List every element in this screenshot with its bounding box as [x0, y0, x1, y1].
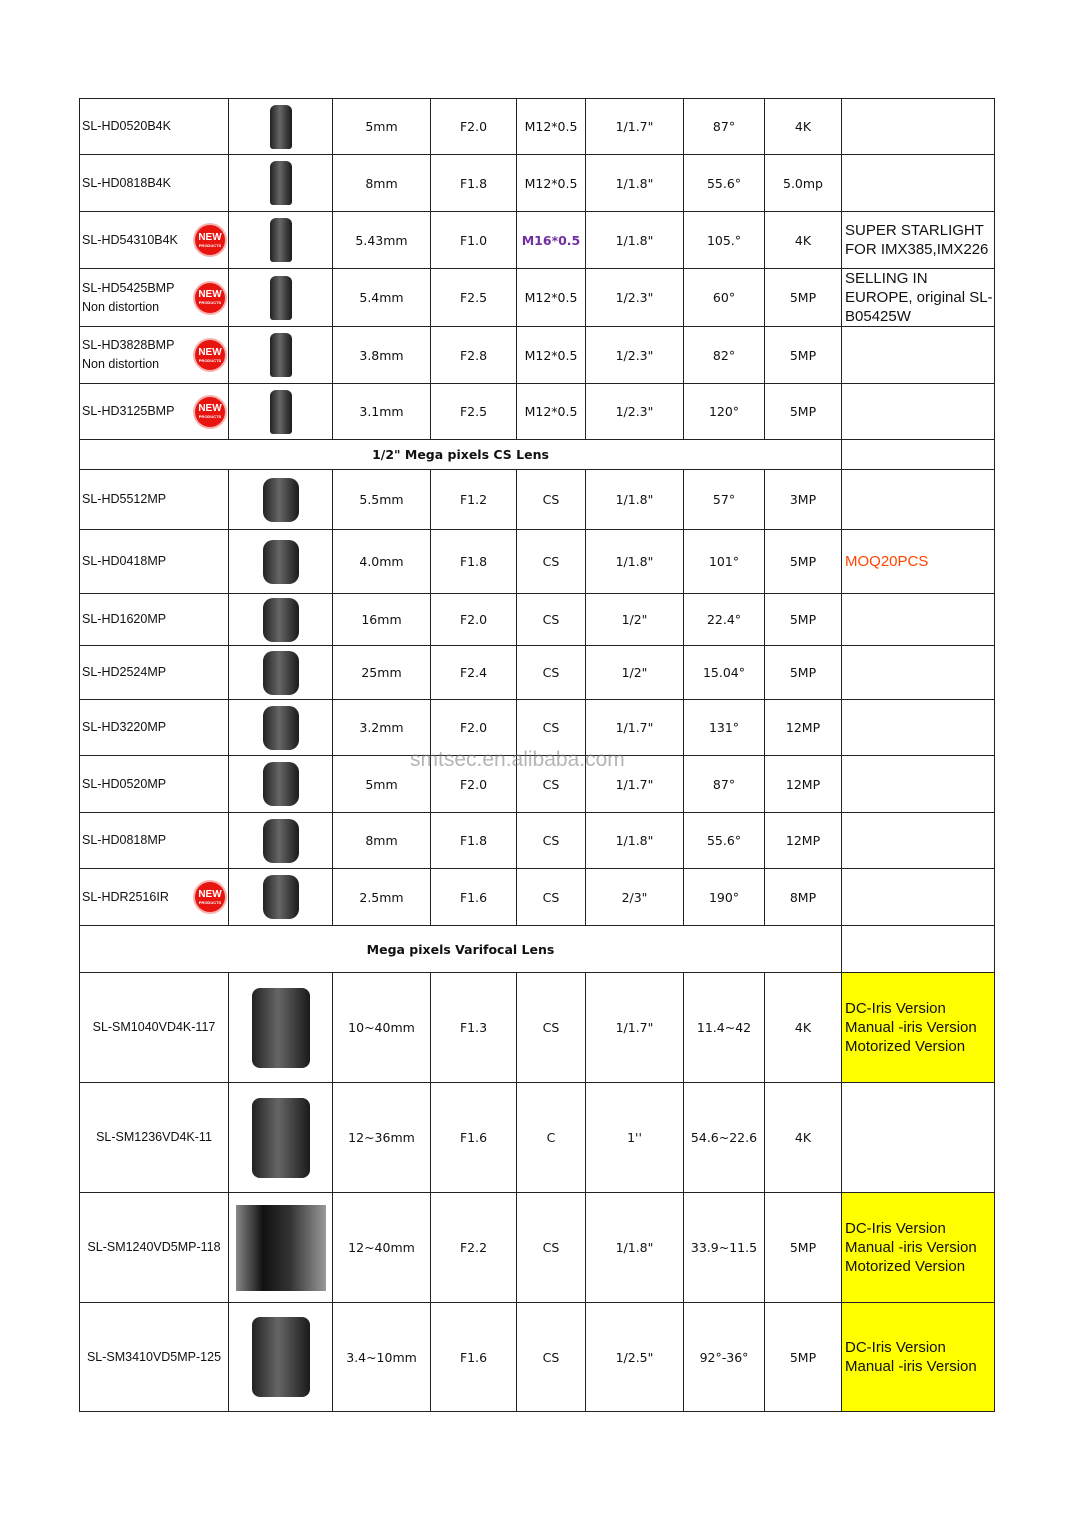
table-row — [80, 155, 995, 212]
aperture-cell: F2.5 — [431, 269, 517, 327]
lens-m12-icon — [270, 161, 292, 205]
image-cell — [229, 384, 333, 440]
new-badge-icon: NEW PRODUCTS — [195, 340, 225, 370]
view-angle-cell: 11.4~42 — [684, 973, 765, 1083]
lens-cs-icon — [263, 875, 299, 919]
model-subtitle: Non distortion — [82, 357, 160, 371]
focal-length-cell: 25mm — [333, 646, 431, 700]
mount-cell: CS — [517, 700, 586, 756]
model-name: SL-HD5512MP — [82, 492, 167, 506]
model-name: SL-HD0418MP — [82, 554, 167, 568]
sensor-size-cell: 1/1.8" — [586, 155, 684, 212]
view-angle-cell: 60° — [684, 269, 765, 327]
table-row — [80, 973, 995, 1083]
lens-cs-icon — [263, 706, 299, 750]
note-cell — [842, 99, 995, 155]
model-cell — [80, 869, 229, 926]
aperture-cell: F1.8 — [431, 530, 517, 594]
section-title: Mega pixels Varifocal Lens — [80, 926, 842, 973]
badge-text: NEW — [198, 346, 222, 358]
mount-cell: CS — [517, 973, 586, 1083]
lens-cs-icon — [263, 540, 299, 584]
sensor-size-cell: 1/1.7" — [586, 700, 684, 756]
resolution-cell: 12MP — [765, 756, 842, 813]
resolution-cell: 4K — [765, 973, 842, 1083]
note-cell: MOQ20PCS — [842, 530, 995, 594]
note-cell: DC-Iris Version Manual -iris Version Motorized Version — [842, 1193, 995, 1303]
mount-cell: CS — [517, 756, 586, 813]
badge-text: NEW — [198, 888, 222, 900]
model-name: SL-HD2524MP — [82, 665, 167, 679]
table-row — [80, 530, 995, 594]
model-cell — [80, 155, 229, 212]
table-row — [80, 700, 995, 756]
model-name: SL-HD3220MP — [82, 720, 167, 734]
model-name: SL-HD3125BMP — [82, 404, 175, 418]
lens-photo-icon — [236, 1205, 326, 1291]
aperture-cell: F2.0 — [431, 594, 517, 646]
sensor-size-cell: 1/1.7" — [586, 973, 684, 1083]
new-badge-icon: NEW PRODUCTS — [195, 882, 225, 912]
image-cell — [229, 530, 333, 594]
focal-length-cell: 8mm — [333, 813, 431, 869]
model-subtitle: Non distortion — [82, 299, 160, 314]
lens-cs-icon — [263, 762, 299, 806]
table-row — [80, 1083, 995, 1193]
aperture-cell: F1.2 — [431, 470, 517, 530]
view-angle-cell: 22.4° — [684, 594, 765, 646]
sensor-size-cell: 1/2.3" — [586, 269, 684, 327]
focal-length-cell: 10~40mm — [333, 973, 431, 1083]
resolution-cell: 5MP — [765, 530, 842, 594]
focal-length-cell: 16mm — [333, 594, 431, 646]
sensor-size-cell: 2/3" — [586, 869, 684, 926]
mount-cell: M12*0.5 — [517, 99, 586, 155]
model-cell — [80, 646, 229, 700]
model-name: SL-HD0520MP — [82, 776, 167, 791]
table-row — [80, 327, 995, 384]
table-row — [80, 1303, 995, 1412]
table-row — [80, 470, 995, 530]
note-cell — [842, 155, 995, 212]
aperture-cell: F1.8 — [431, 155, 517, 212]
model-cell — [80, 1303, 229, 1412]
lens-m12-icon — [270, 333, 292, 377]
aperture-cell: F2.0 — [431, 99, 517, 155]
image-cell — [229, 869, 333, 926]
lens-varifocal-icon — [252, 1317, 310, 1397]
lens-m12-icon — [270, 218, 292, 262]
resolution-cell: 5.0mp — [765, 155, 842, 212]
model-cell — [80, 973, 229, 1083]
view-angle-cell: 87° — [684, 99, 765, 155]
aperture-cell: F1.3 — [431, 973, 517, 1083]
aperture-cell: F1.8 — [431, 813, 517, 869]
model-cell — [80, 99, 229, 155]
mount-cell: CS — [517, 813, 586, 869]
focal-length-cell: 5mm — [333, 99, 431, 155]
lens-cs-icon — [263, 598, 299, 642]
lens-m12-icon — [270, 105, 292, 149]
mount-cell: CS — [517, 1303, 586, 1412]
section-header-row — [80, 926, 995, 973]
focal-length-cell: 12~36mm — [333, 1083, 431, 1193]
image-cell — [229, 327, 333, 384]
model-name: SL-SM1240VD5MP-118 — [87, 1240, 221, 1254]
model-cell — [80, 212, 229, 269]
note-cell: SUPER STARLIGHT FOR IMX385,IMX226 — [842, 212, 995, 269]
sensor-size-cell: 1/1.8" — [586, 1193, 684, 1303]
note-cell — [842, 440, 995, 470]
view-angle-cell: 57° — [684, 470, 765, 530]
model-name: SL-HD1620MP — [82, 612, 167, 626]
aperture-cell: F2.5 — [431, 384, 517, 440]
resolution-cell: 5MP — [765, 594, 842, 646]
model-name: SL-HD3828BMP — [82, 338, 175, 352]
focal-length-cell: 12~40mm — [333, 1193, 431, 1303]
view-angle-cell: 105.° — [684, 212, 765, 269]
note-cell: DC-Iris Version Manual -iris Version Motorized Version — [842, 973, 995, 1083]
focal-length-cell: 2.5mm — [333, 869, 431, 926]
resolution-cell: 12MP — [765, 813, 842, 869]
focal-length-cell: 5.43mm — [333, 212, 431, 269]
mount-cell: M12*0.5 — [517, 384, 586, 440]
resolution-cell: 8MP — [765, 869, 842, 926]
view-angle-cell: 101° — [684, 530, 765, 594]
resolution-cell: 3MP — [765, 470, 842, 530]
view-angle-cell: 55.6° — [684, 813, 765, 869]
sensor-size-cell: 1'' — [586, 1083, 684, 1193]
sensor-size-cell: 1/1.8" — [586, 813, 684, 869]
model-name: SL-HD0818B4K — [82, 175, 171, 190]
lens-spec-table — [79, 98, 995, 1412]
view-angle-cell: 55.6° — [684, 155, 765, 212]
lens-m12-icon — [270, 276, 292, 320]
aperture-cell: F2.4 — [431, 646, 517, 700]
model-cell — [80, 700, 229, 756]
model-name: SL-HD0520B4K — [82, 119, 171, 133]
image-cell — [229, 155, 333, 212]
image-cell — [229, 470, 333, 530]
new-badge-icon: NEW PRODUCTS — [195, 283, 225, 313]
aperture-cell: F1.6 — [431, 1303, 517, 1412]
model-name: SL-HDR2516IR — [82, 889, 169, 904]
sensor-size-cell: 1/1.7" — [586, 99, 684, 155]
note-cell — [842, 1083, 995, 1193]
image-cell — [229, 594, 333, 646]
resolution-cell: 4K — [765, 99, 842, 155]
mount-cell: M16*0.5 — [517, 212, 586, 269]
model-name: SL-HD54310B4K — [82, 232, 178, 247]
mount-cell: M12*0.5 — [517, 269, 586, 327]
sensor-size-cell: 1/1.8" — [586, 470, 684, 530]
focal-length-cell: 8mm — [333, 155, 431, 212]
image-cell — [229, 1193, 333, 1303]
sensor-size-cell: 1/1.8" — [586, 212, 684, 269]
note-cell — [842, 926, 995, 973]
table-row — [80, 756, 995, 813]
image-cell — [229, 700, 333, 756]
resolution-cell: 5MP — [765, 327, 842, 384]
note-cell — [842, 594, 995, 646]
table-row — [80, 813, 995, 869]
note-cell — [842, 869, 995, 926]
table-row — [80, 269, 995, 327]
lens-m12-icon — [270, 390, 292, 434]
sensor-size-cell: 1/2" — [586, 594, 684, 646]
model-name: SL-SM1040VD4K-117 — [92, 1020, 216, 1034]
table-row — [80, 384, 995, 440]
mount-cell: M12*0.5 — [517, 327, 586, 384]
resolution-cell: 5MP — [765, 384, 842, 440]
image-cell — [229, 973, 333, 1083]
lens-cs-icon — [263, 819, 299, 863]
new-badge-icon: NEW PRODUCTS — [195, 225, 225, 255]
table-row — [80, 1193, 995, 1303]
focal-length-cell: 3.8mm — [333, 327, 431, 384]
view-angle-cell: 92°-36° — [684, 1303, 765, 1412]
model-cell — [80, 530, 229, 594]
resolution-cell: 4K — [765, 212, 842, 269]
view-angle-cell: 82° — [684, 327, 765, 384]
table-row — [80, 212, 995, 269]
model-name: SL-HD5425BMP — [82, 280, 175, 295]
badge-text: NEW — [198, 289, 222, 300]
image-cell — [229, 212, 333, 269]
model-cell — [80, 594, 229, 646]
watermark: smtsec.en.alibaba.com — [410, 748, 625, 771]
table-row — [80, 594, 995, 646]
focal-length-cell: 3.4~10mm — [333, 1303, 431, 1412]
note-cell: SELLING IN EUROPE, original SL-B05425W — [842, 269, 995, 327]
section-title: 1/2" Mega pixels CS Lens — [80, 440, 842, 470]
focal-length-cell: 5.4mm — [333, 269, 431, 327]
resolution-cell: 12MP — [765, 700, 842, 756]
focal-length-cell: 3.1mm — [333, 384, 431, 440]
note-cell — [842, 470, 995, 530]
mount-cell: C — [517, 1083, 586, 1193]
mount-cell: CS — [517, 869, 586, 926]
note-cell — [842, 813, 995, 869]
sensor-size-cell: 1/2.3" — [586, 327, 684, 384]
note-cell: DC-Iris Version Manual -iris Version — [842, 1303, 995, 1412]
aperture-cell: F2.0 — [431, 756, 517, 813]
view-angle-cell: 54.6~22.6 — [684, 1083, 765, 1193]
model-cell — [80, 384, 229, 440]
aperture-cell: F2.8 — [431, 327, 517, 384]
model-name: SL-HD0818MP — [82, 833, 167, 847]
section-header-row — [80, 440, 995, 470]
badge-text: NEW — [198, 231, 222, 243]
image-cell — [229, 813, 333, 869]
image-cell — [229, 269, 333, 327]
lens-cs-icon — [263, 478, 299, 522]
mount-cell: CS — [517, 530, 586, 594]
note-cell — [842, 384, 995, 440]
mount-cell: CS — [517, 1193, 586, 1303]
note-cell — [842, 327, 995, 384]
image-cell — [229, 646, 333, 700]
lens-varifocal-icon — [252, 988, 310, 1068]
image-cell — [229, 1083, 333, 1193]
view-angle-cell: 87° — [684, 756, 765, 813]
image-cell — [229, 1303, 333, 1412]
view-angle-cell: 131° — [684, 700, 765, 756]
aperture-cell: F1.6 — [431, 869, 517, 926]
focal-length-cell: 3.2mm — [333, 700, 431, 756]
focal-length-cell: 4.0mm — [333, 530, 431, 594]
aperture-cell: F2.0 — [431, 700, 517, 756]
model-cell — [80, 756, 229, 813]
sensor-size-cell: 1/1.8" — [586, 530, 684, 594]
aperture-cell: F1.6 — [431, 1083, 517, 1193]
focal-length-cell: 5mm — [333, 756, 431, 813]
resolution-cell: 5MP — [765, 646, 842, 700]
image-cell — [229, 99, 333, 155]
table-row — [80, 646, 995, 700]
view-angle-cell: 33.9~11.5 — [684, 1193, 765, 1303]
model-cell — [80, 269, 229, 327]
view-angle-cell: 15.04° — [684, 646, 765, 700]
model-cell — [80, 327, 229, 384]
sensor-size-cell: 1/2.3" — [586, 384, 684, 440]
model-name: SL-SM3410VD5MP-125 — [86, 1349, 222, 1364]
note-cell — [842, 646, 995, 700]
lens-cs-icon — [263, 651, 299, 695]
sensor-size-cell: 1/2.5" — [586, 1303, 684, 1412]
model-cell — [80, 1083, 229, 1193]
model-cell — [80, 470, 229, 530]
sensor-size-cell: 1/2" — [586, 646, 684, 700]
view-angle-cell: 120° — [684, 384, 765, 440]
aperture-cell: F1.0 — [431, 212, 517, 269]
mount-cell: CS — [517, 470, 586, 530]
resolution-cell: 4K — [765, 1083, 842, 1193]
resolution-cell: 5MP — [765, 1303, 842, 1412]
aperture-cell: F2.2 — [431, 1193, 517, 1303]
model-cell — [80, 813, 229, 869]
mount-cell: M12*0.5 — [517, 155, 586, 212]
new-badge-icon: NEW PRODUCTS — [195, 397, 225, 427]
lens-varifocal-icon — [252, 1098, 310, 1178]
mount-cell: CS — [517, 594, 586, 646]
model-name: SL-SM1236VD4K-11 — [96, 1130, 212, 1144]
badge-text: NEW — [198, 403, 222, 414]
image-cell — [229, 756, 333, 813]
resolution-cell: 5MP — [765, 1193, 842, 1303]
view-angle-cell: 190° — [684, 869, 765, 926]
note-cell — [842, 756, 995, 813]
table-row — [80, 99, 995, 155]
focal-length-cell: 5.5mm — [333, 470, 431, 530]
sensor-size-cell: 1/1.7" — [586, 756, 684, 813]
resolution-cell: 5MP — [765, 269, 842, 327]
note-cell — [842, 700, 995, 756]
model-cell — [80, 1193, 229, 1303]
mount-cell: CS — [517, 646, 586, 700]
table-row — [80, 869, 995, 926]
